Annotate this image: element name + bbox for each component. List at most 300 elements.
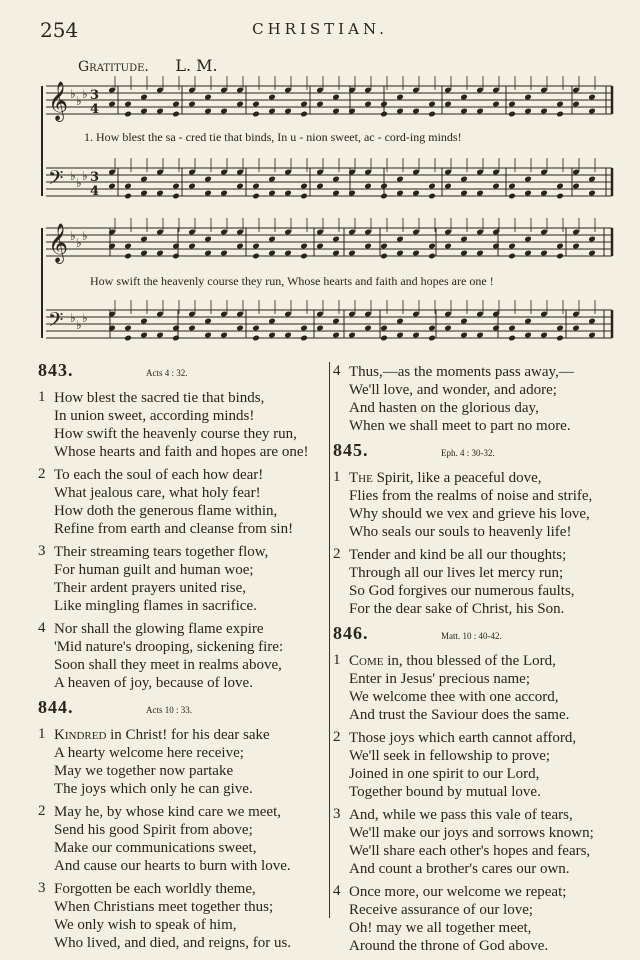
notehead [428, 111, 436, 118]
stanza-number: 4 [38, 620, 46, 636]
notehead [332, 250, 340, 257]
notehead [380, 193, 388, 200]
verse-line-text: Nor shall the glowing flame expire [54, 621, 264, 637]
notehead [236, 101, 244, 108]
flat-sign-icon: ♭ [76, 318, 82, 332]
notehead [124, 101, 132, 108]
notehead [556, 243, 564, 250]
verse-line [54, 502, 333, 520]
notehead [588, 190, 596, 197]
notehead [492, 101, 500, 108]
notehead [252, 111, 260, 118]
notehead [588, 94, 596, 101]
notehead [540, 190, 548, 197]
verse-line [349, 417, 633, 435]
hymn-844-continued [333, 363, 633, 435]
tune-lyric-line-1: 1. How blest the sa - cred tie that binds, In u - nion sweet, ac - cord-ing minds! [84, 130, 462, 144]
time-signature: 3 [90, 170, 100, 185]
verse-line [349, 747, 633, 765]
notehead [316, 325, 324, 332]
notehead [572, 183, 580, 190]
verse-line-text: A heaven of joy, because of love. [54, 675, 253, 691]
time-signature: 4 [90, 184, 100, 199]
verse-line-text: And hasten on the glorious day, [349, 400, 539, 416]
verse-line-text: Send his good Spirit from above; [54, 822, 253, 838]
notehead [588, 236, 596, 243]
notehead [140, 190, 148, 197]
page-number: 254 [40, 18, 79, 42]
notehead [252, 193, 260, 200]
stanza [38, 803, 333, 875]
notehead [316, 183, 324, 190]
stanza-number: 2 [38, 803, 46, 819]
notehead [572, 101, 580, 108]
notehead [140, 318, 148, 325]
notehead [220, 332, 228, 339]
verse-line-text: Flies from the realms of noise and strife, [349, 488, 593, 504]
notehead [124, 193, 132, 200]
notehead [428, 243, 436, 250]
notehead [556, 335, 564, 342]
stanza-number: 3 [38, 880, 46, 896]
notehead [524, 318, 532, 325]
notehead [492, 183, 500, 190]
notehead [412, 190, 420, 197]
verse-line-text: Once more, our welcome we repeat; [349, 884, 567, 900]
tune-lyric-line-2: How swift the heavenly course they run, Whose hearts and faith and hopes are one ! [90, 274, 494, 288]
notehead [572, 243, 580, 250]
notehead [508, 243, 516, 250]
notehead [316, 101, 324, 108]
verse-line-text: Through all our lives let mercy run; [349, 565, 564, 581]
notehead [316, 243, 324, 250]
notehead [444, 183, 452, 190]
notehead [524, 332, 532, 339]
verse-line-text: How blest the sacred tie that binds, [54, 390, 265, 406]
notehead [204, 332, 212, 339]
stanza [333, 363, 633, 435]
notehead [268, 190, 276, 197]
verse-line [349, 487, 633, 505]
verse-line [349, 729, 633, 747]
hymn-column-right [333, 360, 633, 960]
stanza [38, 389, 333, 461]
verse-line-text: Those joys which earth cannot afford, [349, 730, 577, 746]
stanza [333, 546, 633, 618]
stanza-number: 1 [38, 726, 46, 742]
notehead [300, 183, 308, 190]
notehead [508, 183, 516, 190]
verse-line [349, 842, 633, 860]
notehead [204, 190, 212, 197]
notehead [172, 335, 180, 342]
verse-line-text: Who lived, and died, and reigns, for us. [54, 935, 292, 951]
verse-line [54, 638, 333, 656]
notehead [124, 253, 132, 260]
notehead [396, 94, 404, 101]
verse-line-text: When Christians meet together thus; [54, 899, 274, 915]
verse-line [349, 824, 633, 842]
notehead [204, 250, 212, 257]
verse-line [349, 937, 633, 955]
verse-line [54, 543, 333, 561]
verse-line [54, 425, 333, 443]
notehead [380, 335, 388, 342]
notehead [524, 108, 532, 115]
verse-line [54, 520, 333, 538]
notehead [380, 183, 388, 190]
notehead [380, 325, 388, 332]
notehead [172, 193, 180, 200]
notehead [300, 111, 308, 118]
flat-sign-icon: ♭ [76, 94, 82, 108]
notehead [172, 253, 180, 260]
verse-line [349, 505, 633, 523]
verse-line-text: Around the throne of God above. [349, 938, 549, 954]
notehead [428, 193, 436, 200]
verse-line-text: Tender and kind be all our thoughts; [349, 547, 567, 563]
verse-line-text: How swift the heavenly course they run, [54, 426, 297, 442]
verse-line-text: And trust the Saviour does the same. [349, 707, 570, 723]
verse-line-text: Like mingling flames in sacrifice. [54, 598, 257, 614]
notehead [252, 325, 260, 332]
verse-line-text: For the dear sake of Christ, his Son. [349, 601, 565, 617]
notehead [332, 332, 340, 339]
hymn-column-left [38, 360, 333, 957]
notehead [492, 325, 500, 332]
notehead [508, 335, 516, 342]
verse-line [349, 860, 633, 878]
verse-line-text: When we shall meet to part no more. [349, 418, 571, 434]
stanza-number: 4 [333, 363, 341, 379]
verse-line [349, 546, 633, 564]
notehead [172, 325, 180, 332]
notehead [156, 108, 164, 115]
stanza [38, 726, 333, 798]
scripture-reference: Matt. 10 : 40-42. [441, 631, 502, 641]
notehead [556, 193, 564, 200]
notehead [300, 335, 308, 342]
notehead [460, 94, 468, 101]
notehead [268, 108, 276, 115]
notehead [140, 176, 148, 183]
page-header [40, 18, 600, 42]
verse-line-text: Refine from earth and cleanse from sin! [54, 521, 294, 537]
hymn-844 [38, 697, 333, 952]
notehead [332, 108, 340, 115]
notehead [140, 236, 148, 243]
notehead [300, 253, 308, 260]
verse-line [349, 688, 633, 706]
time-signature: 4 [90, 102, 100, 117]
tune-meter: L. M. [175, 56, 218, 75]
notehead [140, 94, 148, 101]
verse-line-text: And cause our hearts to burn with love. [54, 858, 291, 874]
verse-line [54, 916, 333, 934]
notehead [300, 325, 308, 332]
notehead [556, 183, 564, 190]
flat-sign-icon: ♭ [70, 87, 76, 101]
notehead [412, 108, 420, 115]
notehead [540, 250, 548, 257]
notehead [396, 332, 404, 339]
notehead [396, 190, 404, 197]
verse-line [54, 726, 333, 744]
verse-line-text: Forgotten be each worldly theme, [54, 881, 256, 897]
stanza [38, 466, 333, 538]
notehead [332, 236, 340, 243]
notehead [524, 176, 532, 183]
stanza-number: 2 [333, 546, 341, 562]
notehead [252, 335, 260, 342]
verse-line [349, 564, 633, 582]
hymn-843 [38, 360, 333, 692]
verse-line-text: What jealous care, what holy fear! [54, 485, 261, 501]
notehead [268, 236, 276, 243]
notehead [204, 94, 212, 101]
notehead [332, 318, 340, 325]
notehead [284, 332, 292, 339]
verse-line-text: We only wish to speak of him, [54, 917, 237, 933]
verse-line [54, 389, 333, 407]
verse-line [349, 783, 633, 801]
notehead [124, 111, 132, 118]
verse-line-text: Spirit, like a peaceful dove, [372, 470, 542, 486]
notehead [428, 101, 436, 108]
verse-line [54, 898, 333, 916]
verse-line-text: Whose hearts and faith and hopes are one! [54, 444, 309, 460]
verse-line [54, 821, 333, 839]
notehead [284, 250, 292, 257]
notehead [460, 236, 468, 243]
flat-sign-icon: ♭ [82, 311, 88, 325]
notehead [444, 243, 452, 250]
notehead [124, 183, 132, 190]
notehead [300, 101, 308, 108]
notehead [380, 253, 388, 260]
running-title: CHRISTIAN. [252, 20, 388, 38]
verse-line-text: And count a brother's cares our own. [349, 861, 570, 877]
verse-line-text: Together bound by mutual love. [349, 784, 541, 800]
notehead [492, 243, 500, 250]
verse-line [349, 469, 633, 487]
notehead [396, 250, 404, 257]
verse-line-text: A hearty welcome here receive; [54, 745, 244, 761]
notehead [364, 243, 372, 250]
stanza-number: 1 [38, 389, 46, 405]
notehead [476, 250, 484, 257]
verse-line-text: We'll share each other's hopes and fears, [349, 843, 591, 859]
notehead [396, 176, 404, 183]
verse-line-text: May he, by whose kind care we meet, [54, 804, 282, 820]
notehead [332, 176, 340, 183]
notehead [396, 108, 404, 115]
hymn-845 [333, 440, 633, 618]
flat-sign-icon: ♭ [70, 311, 76, 325]
notehead [188, 101, 196, 108]
verse-line [54, 880, 333, 898]
flat-sign-icon: ♭ [82, 87, 88, 101]
verse-line [54, 839, 333, 857]
verse-line [54, 620, 333, 638]
notehead [220, 250, 228, 257]
verse-line-text: Oh! may we all together meet, [349, 920, 532, 936]
stanza [333, 883, 633, 955]
verse-line [54, 656, 333, 674]
verse-line-text: So God forgives our numerous faults, [349, 583, 575, 599]
hymn-846 [333, 623, 633, 955]
notehead [444, 101, 452, 108]
notehead [236, 183, 244, 190]
notehead [108, 183, 116, 190]
notehead [588, 318, 596, 325]
notehead [156, 250, 164, 257]
notehead [428, 325, 436, 332]
verse-line-text: Their streaming tears together flow, [54, 544, 269, 560]
notehead [428, 335, 436, 342]
notehead [476, 190, 484, 197]
notehead [172, 183, 180, 190]
notehead [588, 250, 596, 257]
stanza [333, 469, 633, 541]
notehead [140, 332, 148, 339]
notehead [252, 243, 260, 250]
notehead [556, 253, 564, 260]
flat-sign-icon: ♭ [82, 229, 88, 243]
notehead [524, 250, 532, 257]
notehead [300, 243, 308, 250]
notehead [204, 236, 212, 243]
notehead [172, 101, 180, 108]
notehead [220, 190, 228, 197]
notehead [236, 325, 244, 332]
notehead [524, 190, 532, 197]
notehead [444, 325, 452, 332]
hymn-number: 843. [38, 360, 74, 380]
verse-line [54, 934, 333, 952]
notehead [460, 190, 468, 197]
stanza [333, 729, 633, 801]
verse-line [349, 883, 633, 901]
stanza-first-word: The [349, 470, 373, 486]
notehead [268, 250, 276, 257]
notehead [284, 108, 292, 115]
stanza-first-word: Come [349, 653, 384, 669]
notehead [412, 250, 420, 257]
notehead [108, 101, 116, 108]
notehead [508, 253, 516, 260]
notehead [108, 325, 116, 332]
flat-sign-icon: ♭ [76, 176, 82, 190]
notehead [108, 243, 116, 250]
verse-line-text: Receive assurance of our love; [349, 902, 534, 918]
scripture-reference: Eph. 4 : 30-32. [441, 448, 495, 458]
notehead [380, 243, 388, 250]
verse-line-text: In union sweet, according minds! [54, 408, 255, 424]
verse-line-text: in Christ! for his dear sake [106, 727, 270, 743]
notehead [524, 236, 532, 243]
notehead [124, 335, 132, 342]
notehead [380, 101, 388, 108]
notehead [588, 332, 596, 339]
notehead [476, 332, 484, 339]
tune-name: Gratitude. [78, 59, 149, 75]
stanza-number: 2 [38, 466, 46, 482]
stanza [38, 880, 333, 952]
notehead [396, 318, 404, 325]
verse-line-text: Thus,—as the moments pass away,— [349, 364, 574, 380]
notehead [268, 94, 276, 101]
column-divider [329, 362, 330, 918]
notehead [476, 108, 484, 115]
verse-line [349, 652, 633, 670]
scripture-reference: Acts 4 : 32. [146, 368, 188, 378]
verse-line [349, 919, 633, 937]
flat-sign-icon: ♭ [70, 229, 76, 243]
verse-line [54, 484, 333, 502]
flat-sign-icon: ♭ [76, 236, 82, 250]
verse-line-text: Why should we vex and grieve his love, [349, 506, 590, 522]
verse-line [54, 579, 333, 597]
notehead [236, 243, 244, 250]
verse-line [54, 744, 333, 762]
notehead [172, 243, 180, 250]
notehead [348, 108, 356, 115]
verse-line-text: We welcome thee with one accord, [349, 689, 559, 705]
notehead [508, 325, 516, 332]
notehead [460, 318, 468, 325]
verse-line-text: We'll seek in fellowship to prove; [349, 748, 551, 764]
verse-line [54, 780, 333, 798]
hymn-number: 844. [38, 697, 74, 717]
verse-line-text: May we together now partake [54, 763, 234, 779]
verse-line [349, 901, 633, 919]
flat-sign-icon: ♭ [82, 169, 88, 183]
notehead [588, 108, 596, 115]
notehead [252, 183, 260, 190]
hymn-number: 845. [333, 440, 369, 460]
verse-line-text: Enter in Jesus' precious name; [349, 671, 530, 687]
stanza-number: 4 [333, 883, 341, 899]
verse-line [54, 762, 333, 780]
notehead [348, 250, 356, 257]
stanza-number: 3 [38, 543, 46, 559]
notehead [252, 101, 260, 108]
notehead [124, 325, 132, 332]
notehead [364, 183, 372, 190]
notehead [364, 101, 372, 108]
verse-line [349, 381, 633, 399]
notehead [556, 325, 564, 332]
bass-clef-icon: 𝄢 [48, 308, 64, 336]
verse-line [54, 561, 333, 579]
notehead [540, 332, 548, 339]
notehead [156, 332, 164, 339]
stanza-number: 1 [333, 652, 341, 668]
verse-line [54, 857, 333, 875]
notehead [188, 183, 196, 190]
notehead [460, 108, 468, 115]
flat-sign-icon: ♭ [70, 169, 76, 183]
notehead [428, 253, 436, 260]
notehead [364, 325, 372, 332]
verse-line [349, 523, 633, 541]
verse-line-text: Soon shall they meet in realms above, [54, 657, 282, 673]
hymn-number: 846. [333, 623, 369, 643]
notehead [460, 332, 468, 339]
verse-line-text: Who seals our souls to heavenly life! [349, 524, 572, 540]
verse-line [54, 803, 333, 821]
